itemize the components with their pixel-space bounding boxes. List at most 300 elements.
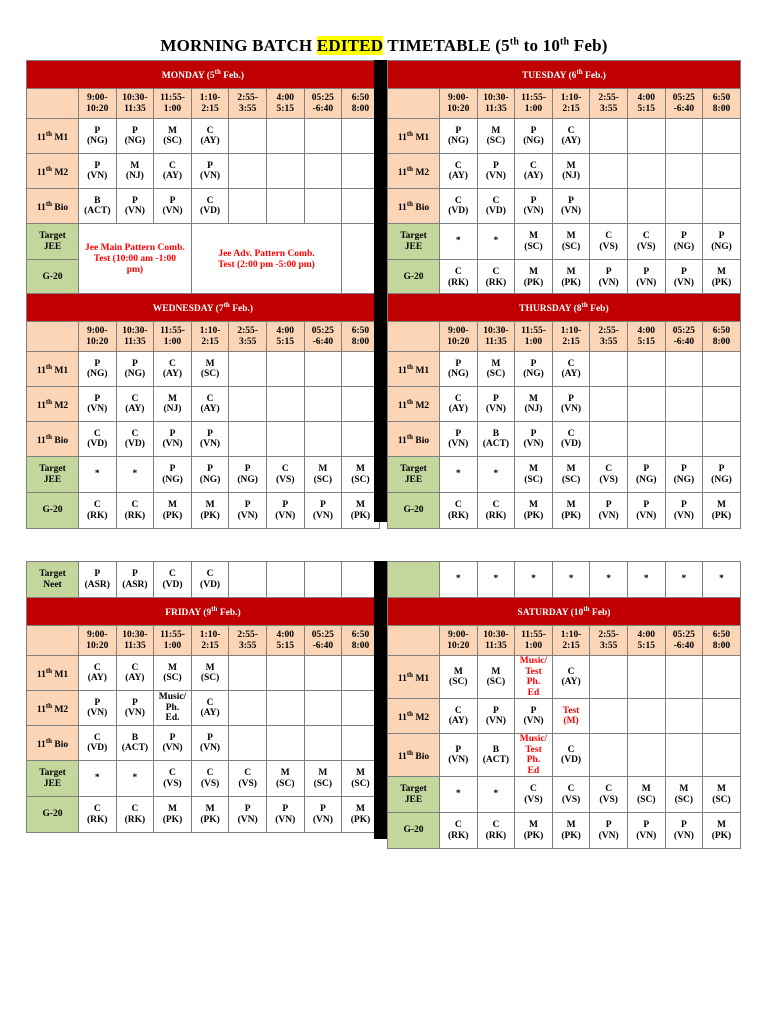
table-cell xyxy=(266,352,304,387)
table-row xyxy=(388,352,741,387)
cell-value: P (VN) xyxy=(598,500,619,521)
time-slot-label: 1:10-2:15 xyxy=(560,630,582,651)
table-cell xyxy=(515,813,553,849)
table-cell xyxy=(627,493,665,529)
table-cell xyxy=(665,699,703,734)
table-cell xyxy=(665,119,703,154)
column-separator xyxy=(374,60,387,522)
table-cell xyxy=(590,457,628,493)
row-label-sup: th xyxy=(406,397,414,406)
table-cell xyxy=(590,352,628,387)
table-cell xyxy=(440,260,478,296)
table-cell xyxy=(590,260,628,296)
table-cell xyxy=(590,422,628,457)
table-cell xyxy=(266,493,304,529)
cell-value: C (AY) xyxy=(200,125,220,146)
cell-value: Music/ Test Ph. Ed xyxy=(519,656,548,698)
cell-value: P (NG) xyxy=(673,231,695,252)
table-cell xyxy=(477,422,515,457)
table-cell xyxy=(79,154,117,189)
cell-value: M (SC) xyxy=(637,784,656,805)
table-cell xyxy=(703,734,741,777)
row-label-text: Target JEE xyxy=(39,768,66,789)
cell-value: M (SC) xyxy=(163,662,182,683)
table-cell xyxy=(116,387,154,422)
day-name: WEDNESDAY (7 xyxy=(152,304,224,315)
table-cell xyxy=(665,734,703,777)
cell-value: M (PK) xyxy=(200,500,220,521)
time-slot-label: 6:50 8:00 xyxy=(351,630,370,651)
saturday-table xyxy=(387,597,741,849)
cell-value: P (ASR) xyxy=(84,569,110,590)
row-label xyxy=(388,189,440,224)
title-end: Feb) xyxy=(569,36,608,55)
row-label-text: M2 xyxy=(413,167,430,178)
table-row xyxy=(27,189,380,224)
table-cell xyxy=(477,119,515,154)
table-cell xyxy=(266,797,304,833)
table-cell xyxy=(154,761,192,797)
row-label-sup: th xyxy=(406,164,414,173)
table-cell xyxy=(440,457,478,493)
day-suffix: Feb) xyxy=(587,304,609,315)
row-label xyxy=(388,777,440,813)
row-label xyxy=(27,119,79,154)
table-cell xyxy=(627,224,665,260)
comb-test-text: Jee Main Pattern Comb. Test (10:00 am -1:00 pm) xyxy=(85,243,185,275)
cell-value: C (RK) xyxy=(485,267,507,288)
table-row xyxy=(388,119,741,154)
cell-value: P (NG) xyxy=(124,125,146,146)
table-cell xyxy=(304,189,342,224)
table-cell xyxy=(515,352,553,387)
cell-value: C (AY) xyxy=(523,160,544,181)
cell-value: P (NG) xyxy=(673,464,695,485)
time-slot-label: 05:25 -6:40 xyxy=(672,93,695,114)
cell-value: P (VN) xyxy=(523,705,544,726)
table-cell xyxy=(703,699,741,734)
table-cell xyxy=(515,656,553,699)
table-cell xyxy=(515,224,553,260)
time-slot xyxy=(703,89,741,119)
cell-value: * xyxy=(455,789,461,800)
cell-value: C (VD) xyxy=(124,428,145,449)
cell-value: * xyxy=(94,469,100,480)
time-slot-label: 4:00 5:15 xyxy=(637,630,655,651)
row-label-text: 11 xyxy=(36,400,46,411)
title-highlight: EDITED xyxy=(316,36,384,55)
table-row xyxy=(388,457,741,493)
row-label-text: 11 xyxy=(397,751,407,762)
cell-value: P (VN) xyxy=(598,820,619,841)
cell-value: P (VN) xyxy=(636,500,657,521)
table-cell xyxy=(440,154,478,189)
cell-value: P (VN) xyxy=(523,428,544,449)
cell-value: B (ACT) xyxy=(121,732,149,753)
table-cell xyxy=(154,189,192,224)
cell-value: C (AY) xyxy=(448,393,468,414)
table-row xyxy=(388,493,741,529)
table-cell xyxy=(552,189,590,224)
target-neet-left xyxy=(26,561,380,598)
table-cell xyxy=(116,691,154,726)
cell-value: M (SC) xyxy=(163,125,182,146)
table-cell xyxy=(477,224,515,260)
row-label-text: 11 xyxy=(36,132,46,143)
cell-value: P (VN) xyxy=(200,428,221,449)
friday-table xyxy=(26,597,380,833)
cell-value: C (AY) xyxy=(561,358,581,379)
day-sup: th xyxy=(583,605,590,614)
cell-value: P (NG) xyxy=(87,125,108,146)
time-slot xyxy=(116,89,154,119)
time-slot xyxy=(191,322,229,352)
time-slot-label: 11:55-1:00 xyxy=(521,93,546,114)
table-row xyxy=(388,734,741,777)
time-slot-label: 9:00-10:20 xyxy=(447,326,470,347)
table-cell xyxy=(703,260,741,296)
cell-value: M (SC) xyxy=(313,768,333,789)
table-cell xyxy=(627,777,665,813)
cell-value: C (VD) xyxy=(87,732,108,753)
table-cell xyxy=(154,691,192,726)
time-slot xyxy=(154,626,192,656)
time-slot-label: 2:55-3:55 xyxy=(598,326,619,347)
table-cell xyxy=(590,189,628,224)
cell-value: M (SC) xyxy=(524,464,543,485)
time-slot xyxy=(304,89,342,119)
table-cell xyxy=(703,493,741,529)
table-cell xyxy=(552,493,590,529)
monday-timetable xyxy=(26,60,380,296)
row-label xyxy=(388,699,440,734)
table-cell xyxy=(304,493,342,529)
table-cell xyxy=(116,119,154,154)
cell-value: C (AY) xyxy=(561,666,581,687)
table-cell xyxy=(552,422,590,457)
table-row xyxy=(388,260,741,296)
row-label-text: 11 xyxy=(397,673,407,684)
day-name: SATURDAY (10 xyxy=(517,608,584,619)
cell-value: P (VN) xyxy=(485,393,506,414)
table-cell xyxy=(590,777,628,813)
table-cell xyxy=(154,352,192,387)
table-cell xyxy=(552,457,590,493)
cell-value: B (ACT) xyxy=(482,744,510,765)
table-cell xyxy=(304,422,342,457)
table-cell xyxy=(627,422,665,457)
row-label-text: 11 xyxy=(397,202,407,213)
table-cell xyxy=(229,189,267,224)
row-label xyxy=(27,797,79,833)
saturday-day-header xyxy=(388,598,741,626)
table-cell xyxy=(229,387,267,422)
row-label xyxy=(388,734,440,777)
cell-value: C (VD) xyxy=(200,569,221,590)
table-cell xyxy=(116,761,154,797)
table-cell xyxy=(477,656,515,699)
table-cell xyxy=(703,352,741,387)
time-slot-label: 4:00 5:15 xyxy=(276,326,294,347)
cell-value: M (PK) xyxy=(350,804,371,825)
cell-value: P (NG) xyxy=(523,125,544,146)
table-row xyxy=(27,726,380,761)
time-slot xyxy=(440,322,478,352)
table-cell xyxy=(552,656,590,699)
time-slot-label: 11:55-1:00 xyxy=(160,630,185,651)
table-cell xyxy=(477,493,515,529)
cell-value: P (VN) xyxy=(312,500,333,521)
table-cell xyxy=(477,734,515,777)
table-row xyxy=(388,699,741,734)
row-label-text: 11 xyxy=(36,167,46,178)
table-cell xyxy=(266,761,304,797)
table-cell xyxy=(266,656,304,691)
table-cell xyxy=(79,457,117,493)
table-row xyxy=(27,224,380,260)
time-slot xyxy=(79,89,117,119)
cell-value: C (VD) xyxy=(200,195,221,216)
table-row xyxy=(388,562,741,598)
table-cell xyxy=(703,813,741,849)
cell-value: P (VN) xyxy=(673,500,694,521)
day-suffix: Feb.) xyxy=(229,304,254,315)
table-cell xyxy=(304,656,342,691)
row-label xyxy=(27,761,79,797)
table-cell xyxy=(79,422,117,457)
cell-value: P (NG) xyxy=(199,464,221,485)
table-cell xyxy=(79,797,117,833)
row-label xyxy=(388,422,440,457)
table-cell xyxy=(266,562,304,598)
time-slot xyxy=(477,89,515,119)
cell-value: * xyxy=(493,789,499,800)
table-cell xyxy=(229,691,267,726)
row-label-text: M2 xyxy=(413,400,430,411)
time-slot-label: 6:50 8:00 xyxy=(712,326,731,347)
row-label-sup: th xyxy=(45,432,53,441)
table-cell xyxy=(665,224,703,260)
table-cell xyxy=(79,656,117,691)
cell-value: C (VS) xyxy=(276,464,295,485)
time-row-corner xyxy=(27,89,79,119)
table-cell xyxy=(515,777,553,813)
time-slot-label: 6:50 8:00 xyxy=(712,93,731,114)
table-cell xyxy=(477,260,515,296)
table-cell xyxy=(304,119,342,154)
table-cell xyxy=(665,813,703,849)
table-cell xyxy=(79,562,117,598)
row-label xyxy=(27,352,79,387)
table-row xyxy=(27,387,380,422)
cell-value: M (SC) xyxy=(351,464,370,485)
table-row xyxy=(388,777,741,813)
table-cell xyxy=(590,493,628,529)
table-cell xyxy=(154,797,192,833)
cell-value: C (AY) xyxy=(87,662,107,683)
row-label-sup: th xyxy=(45,397,53,406)
cell-value: M (PK) xyxy=(523,267,544,288)
day-name: TUESDAY (6 xyxy=(521,71,577,82)
time-slot-label: 2:55-3:55 xyxy=(598,93,619,114)
table-cell xyxy=(116,154,154,189)
cell-value: Music/ Ph. Ed. xyxy=(158,692,187,724)
table-cell xyxy=(477,387,515,422)
table-cell xyxy=(515,189,553,224)
cell-value: P (NG) xyxy=(711,464,732,485)
table-cell xyxy=(191,352,229,387)
comb-test-note xyxy=(79,224,192,296)
cell-value: B (ACT) xyxy=(84,195,111,216)
row-label xyxy=(27,457,79,493)
row-label-text: 11 xyxy=(397,435,407,446)
table-cell xyxy=(229,493,267,529)
row-label-text: M1 xyxy=(52,132,69,143)
table-cell xyxy=(515,387,553,422)
time-slot xyxy=(266,322,304,352)
table-cell xyxy=(191,189,229,224)
cell-value: M (PK) xyxy=(561,500,581,521)
row-label-sup: th xyxy=(406,432,414,441)
row-label-sup: th xyxy=(406,748,414,757)
time-slot-label: 05:25 -6:40 xyxy=(311,93,334,114)
table-row xyxy=(27,761,380,797)
time-slot-label: 11:55-1:00 xyxy=(160,93,185,114)
cell-value: M (PK) xyxy=(711,500,732,521)
time-slot xyxy=(703,626,741,656)
row-label-text: M1 xyxy=(52,365,69,376)
table-row xyxy=(27,457,380,493)
row-label-text: Target Neet xyxy=(39,569,66,590)
table-cell xyxy=(440,699,478,734)
time-slot xyxy=(191,626,229,656)
table-row xyxy=(388,224,741,260)
table-row xyxy=(388,656,741,699)
time-slot-label: 11:55-1:00 xyxy=(521,630,546,651)
time-slot-label: 05:25 -6:40 xyxy=(311,326,334,347)
cell-value: C (VS) xyxy=(200,768,220,789)
time-slot-label: 10:30-11:35 xyxy=(483,630,509,651)
table-cell xyxy=(703,457,741,493)
cell-value: P (VN) xyxy=(448,744,469,765)
table-cell xyxy=(304,691,342,726)
row-label-text: 11 xyxy=(397,400,407,411)
cell-value: M (SC) xyxy=(200,662,220,683)
row-label-text: Bio xyxy=(413,202,430,213)
cell-value: M (SC) xyxy=(486,358,506,379)
cell-value: M (SC) xyxy=(313,464,333,485)
time-slot xyxy=(191,89,229,119)
table-cell xyxy=(266,154,304,189)
time-row-corner xyxy=(27,626,79,656)
table-cell xyxy=(515,422,553,457)
row-label xyxy=(27,387,79,422)
friday-day-header xyxy=(27,598,380,626)
table-cell xyxy=(552,813,590,849)
cell-value: C (AY) xyxy=(125,393,145,414)
table-cell xyxy=(665,260,703,296)
table-cell xyxy=(477,699,515,734)
title-sup2: th xyxy=(560,36,570,48)
cell-value: P (ASR) xyxy=(122,569,148,590)
row-label-text: Target JEE xyxy=(39,464,66,485)
table-cell xyxy=(703,656,741,699)
cell-value: M (SC) xyxy=(486,125,506,146)
cell-value: C (AY) xyxy=(125,662,145,683)
cell-value: * xyxy=(132,469,138,480)
time-slot xyxy=(665,322,703,352)
table-cell xyxy=(304,797,342,833)
table-cell xyxy=(627,260,665,296)
cell-value: C (VD) xyxy=(561,744,582,765)
table-cell xyxy=(304,387,342,422)
table-row xyxy=(27,656,380,691)
table-cell xyxy=(627,352,665,387)
row-label xyxy=(27,726,79,761)
cell-value: * xyxy=(643,574,649,585)
wednesday-day-header xyxy=(27,294,380,322)
row-label-text: G-20 xyxy=(403,272,424,283)
table-cell xyxy=(515,699,553,734)
table-cell xyxy=(440,777,478,813)
table-cell xyxy=(440,656,478,699)
table-cell xyxy=(703,387,741,422)
friday-timetable xyxy=(26,597,380,833)
cell-value: M (NJ) xyxy=(562,160,581,181)
cell-value: P (NG) xyxy=(523,358,544,379)
table-cell xyxy=(154,457,192,493)
table-cell xyxy=(627,656,665,699)
title-sup1: th xyxy=(509,36,520,48)
cell-value: P (VN) xyxy=(448,428,469,449)
row-label xyxy=(27,224,79,260)
table-cell xyxy=(191,119,229,154)
cell-value: P (VN) xyxy=(87,160,108,181)
row-label-text: 11 xyxy=(36,704,46,715)
table-cell xyxy=(440,387,478,422)
table-cell xyxy=(703,119,741,154)
time-row-corner xyxy=(388,89,440,119)
cell-value: M (SC) xyxy=(712,784,731,805)
wednesday-timetable xyxy=(26,293,380,529)
table-row xyxy=(27,691,380,726)
cell-value: P (VN) xyxy=(200,732,221,753)
time-slot-label: 1:10-2:15 xyxy=(199,93,221,114)
table-cell xyxy=(266,457,304,493)
row-label-text: M1 xyxy=(413,673,430,684)
table-cell xyxy=(552,260,590,296)
table-cell xyxy=(665,422,703,457)
time-slot-label: 1:10-2:15 xyxy=(560,93,582,114)
table-cell xyxy=(229,352,267,387)
cell-value: P (VN) xyxy=(275,804,296,825)
time-slot xyxy=(266,89,304,119)
time-slot xyxy=(116,322,154,352)
table-cell xyxy=(627,734,665,777)
table-cell xyxy=(266,422,304,457)
day-sup: th xyxy=(211,605,218,614)
table-cell xyxy=(665,493,703,529)
cell-value: C (AY) xyxy=(162,358,183,379)
table-cell xyxy=(515,260,553,296)
table-cell xyxy=(665,189,703,224)
table-cell xyxy=(191,457,229,493)
row-label-sup: th xyxy=(45,701,53,710)
row-label-sup: th xyxy=(406,709,414,718)
cell-value: P (VN) xyxy=(162,732,183,753)
time-row-corner xyxy=(388,322,440,352)
row-label-text: Bio xyxy=(52,739,69,750)
